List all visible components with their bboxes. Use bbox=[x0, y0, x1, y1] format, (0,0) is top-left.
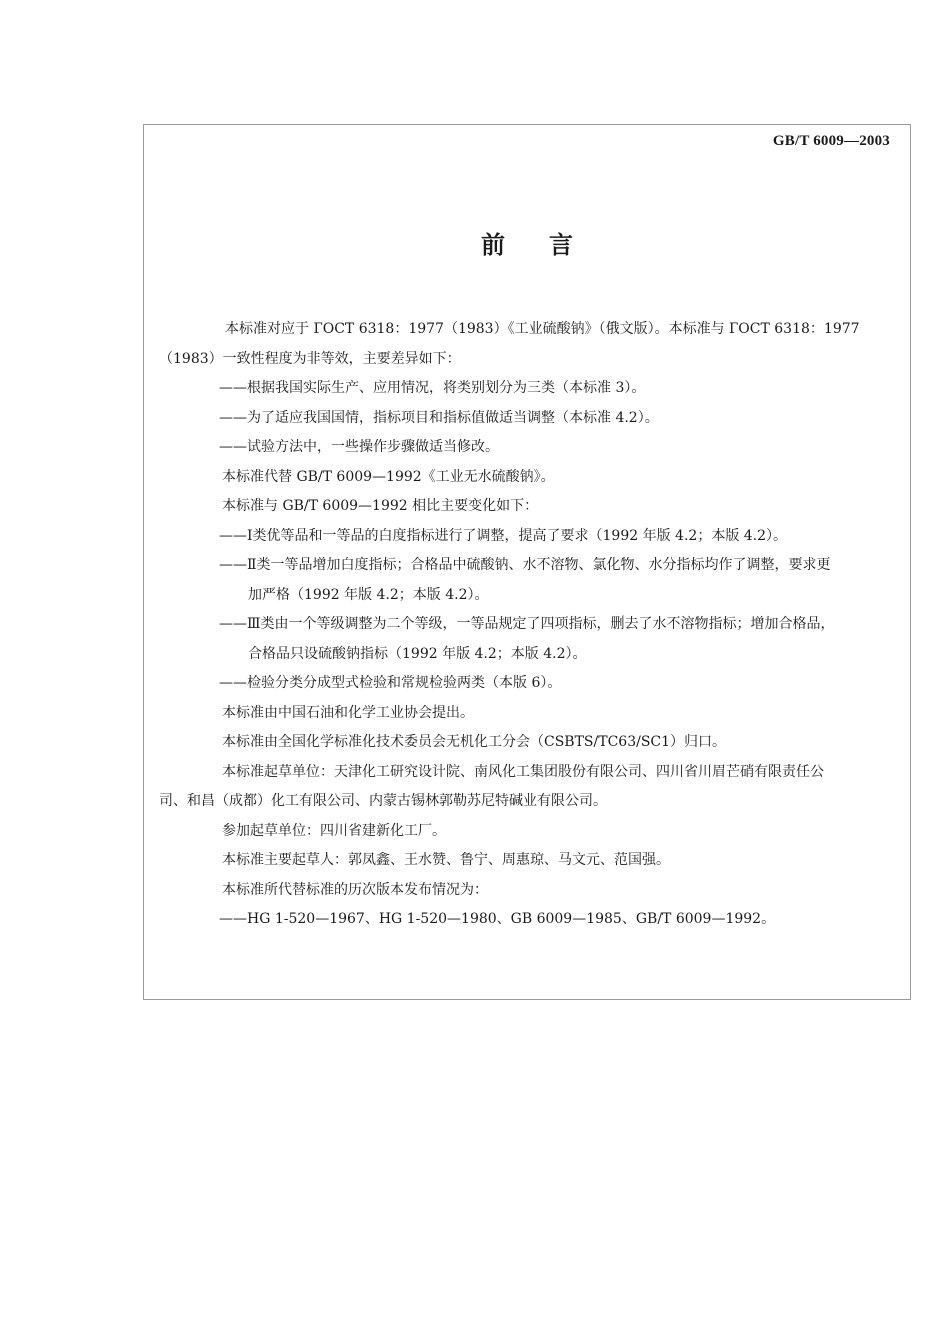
list-item: ——试验方法中，一些操作步骤做适当修改。 bbox=[219, 439, 499, 455]
list-item: ——为了适应我国国情，指标项目和指标值做适当调整（本标准 4.2）。 bbox=[219, 409, 659, 426]
list-item: ——Ⅱ类一等品增加白度指标；合格品中硫酸钠、水不溶物、氯化物、水分指标均作了调整，要求更 bbox=[219, 557, 831, 573]
paragraph: 本标准主要起草人：郭凤鑫、王水赞、鲁宁、周惠琼、马文元、范国强。 bbox=[222, 852, 670, 868]
paragraph: 本标准对应于 ГОСТ 6318：1977（1983）《工业硫酸钠》（俄文版）。本标准与 ГОСТ 6318：1977 bbox=[225, 321, 860, 337]
list-item: ——Ⅰ类优等品和一等品的白度指标进行了调整，提高了要求（1992 年版 4.2；本版 4.2）。 bbox=[219, 527, 788, 544]
list-item: ——检验分类分成型式检验和常规检验两类（本版 6）。 bbox=[219, 675, 562, 691]
foreword-body bbox=[159, 315, 892, 935]
paragraph: 本标准所代替标准的历次版本发布情况为： bbox=[222, 881, 488, 898]
list-item: ——Ⅲ类由一个等级调整为二个等级，一等品规定了四项指标，删去了水不溶物指标；增加合格品， bbox=[219, 616, 835, 632]
paragraph: （1983）一致性程度为非等效，主要差异如下： bbox=[159, 350, 461, 367]
list-item: ——根据我国实际生产、应用情况，将类别划分为三类（本标准 3）。 bbox=[219, 380, 646, 396]
document-page bbox=[143, 124, 911, 1000]
paragraph: 本标准由全国化学标准化技术委员会无机化工分会（CSBTS/TC63/SC1）归口。 bbox=[222, 734, 727, 750]
paragraph: 本标准由中国石油和化学工业协会提出。 bbox=[222, 704, 474, 721]
list-item-continuation: 加严格（1992 年版 4.2；本版 4.2）。 bbox=[248, 586, 489, 603]
paragraph: 本标准起草单位：天津化工研究设计院、南风化工集团股份有限公司、四川省川眉芒硝有限责任公 bbox=[222, 763, 824, 780]
standard-code: GB/T 6009—2003 bbox=[772, 133, 890, 149]
paragraph: 本标准代替 GB/T 6009—1992《工业无水硫酸钠》。 bbox=[222, 468, 555, 485]
list-item-continuation: 合格品只设硫酸钠指标（1992 年版 4.2；本版 4.2）。 bbox=[248, 645, 587, 662]
page-title: 前言 bbox=[481, 230, 617, 259]
paragraph-continuation: 司、和昌（成都）化工有限公司、内蒙古锡林郭勒苏尼特碱业有限公司。 bbox=[159, 793, 607, 809]
paragraph: 参加起草单位：四川省建新化工厂。 bbox=[222, 822, 446, 839]
list-item: ——HG 1-520—1967、HG 1-520—1980、GB 6009—1985、GB/T 6009—1992。 bbox=[219, 911, 776, 927]
paragraph: 本标准与 GB/T 6009—1992 相比主要变化如下： bbox=[222, 498, 539, 514]
